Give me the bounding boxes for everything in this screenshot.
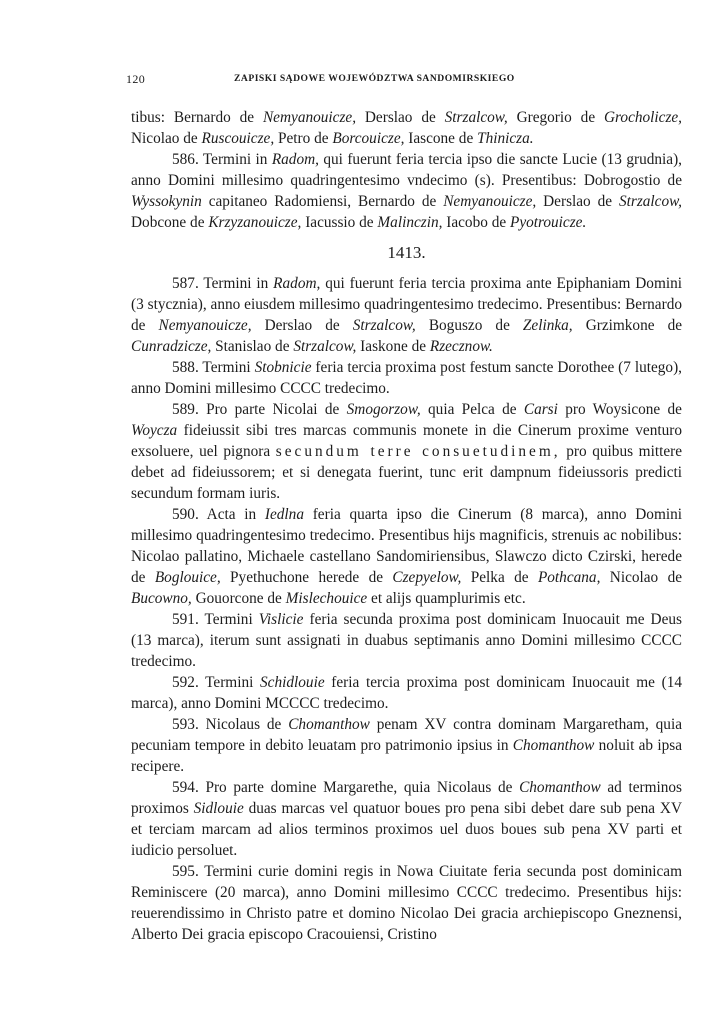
entry-588: 588. Termini Stobnicie feria tercia proxima post festum sancte Dorothee (7 lutego), anno Domini millesimo CCCC tredecimo. [131,359,682,397]
entry-592: 592. Termini Schidlouie feria tercia proxima post dominicam Inuocauit me (14 marca), anno Domini MCCCC tredecimo. [131,674,683,712]
page-header [126,72,682,92]
entry-593: 593. Nicolaus de Chomanthow penam XV contra dominam Margaretham, quia pecuniam tempore in debito leuatam pro patrimonio ipsius in Chomanthow noluit ab ipsa recipere. [131,716,682,775]
running-title: ZAPISKI SĄDOWE WOJEWÓDZTWA SANDOMIRSKIEGO [234,73,515,84]
entry-590: 590. Acta in Iedlna feria quarta ipso die Cinerum (8 marca), anno Domini millesimo quadringentesimo tredecimo. Presentibus hijs magnificis, strenuis ac nobilibus: Nicolao pallatino, Michaele castellano Sandomiriensibus, Slawczo dicto Czirski, herede de Boglouice, Pyethuchone herede de Czepyelow, Pelka de Pothcana, Nicolao de Bucowno, Gouorcone de Mislechouice et alijs quamplurimis etc. [131,506,683,607]
page-body [131,107,682,945]
entry-589: 589. Pro parte Nicolai de Smogorzow, quia Pelca de Carsi pro Woysicone de Woycza fideiussit sibi tres marcas communis monete in die Cinerum proxime venturo exsoluere, uel pignora secundum terre consuetudinem, pro quibus mittere debet ad fideiussorem; et si denegata fuerint, tunc erit dampnum fideiussoris predicti secundum formam iuris. [131,401,683,502]
entry-594: 594. Pro parte domine Margarethe, quia Nicolaus de Chomanthow ad terminos proximos Sidlouie duas marcas vel quatuor boues pro pena sibi debet dare sub pena XV et terciam marcam ad alios terminos proximos uel duos boues sub pena XV parti et iudicio persoluet. [131,779,682,859]
entry-586: 586. Termini in Radom, qui fuerunt feria tercia ipso die sancte Lucie (13 grudnia), anno Domini millesimo quadringentesimo vndecimo (s). Presentibus: Dobrogostio de Wyssokynin capitaneo Radomiensi, Bernardo de Nemyanouicze, Derslao de Strzalcow, Dobcone de Krzyzanouicze, Iacussio de Malinczin, Iacobo de Pyotrouicze. [131,151,683,231]
entry-585-continuation: tibus: Bernardo de Nemyanouicze, Derslao de Strzalcow, Gregorio de Grocholicze, Nicolao de Ruscouicze, Petro de Borcouicze, Iascone de Thinicza. [131,109,683,147]
page-number: 120 [126,72,146,86]
entry-595: 595. Termini curie domini regis in Nowa Ciuitate feria secunda post dominicam Reminiscere (20 marca), anno Domini millesimo CCCC tredecimo. Presentibus hijs: reuerendissimo in Christo patre et domino Nicolao Dei gracia archiepiscopo Gneznensi, Alberto Dei gracia episcopo Cracouiensi, Cristino [131,863,682,943]
entry-587: 587. Termini in Radom, qui fuerunt feria tercia proxima ante Epiphaniam Domini (3 stycznia), anno eiusdem millesimo quadringentesimo tredecimo. Presentibus: Bernardo de Nemyanouicze, Derslao de Strzalcow, Boguszo de Zelinka, Grzimkone de Cunradzicze, Stanislao de Strzalcow, Iaskone de Rzecznow. [131,275,683,355]
entry-591: 591. Termini Vislicie feria secunda proxima post dominicam Inuocauit me Deus (13 marca), iterum sunt assignati in duabus septimanis anno Domini millesimo CCCC tredecimo. [131,611,682,670]
year-heading: 1413. [387,243,426,262]
